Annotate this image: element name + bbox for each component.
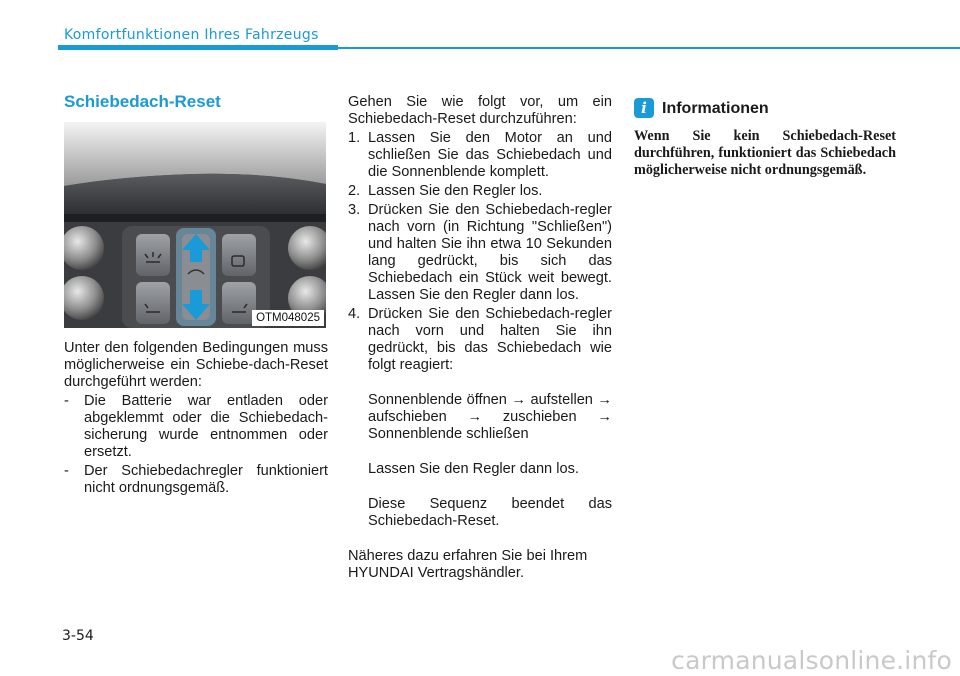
overhead-console-illustration — [64, 122, 326, 328]
procedure-steps — [348, 130, 612, 374]
column-right — [634, 96, 896, 179]
header-accent-bar — [58, 45, 338, 50]
section-title: Schiebedach-Reset — [64, 92, 221, 111]
list-item: 1. Lassen Sie den Motor an und schließen Sie das Schiebedach und die Sonnenblende komplett. — [348, 130, 612, 180]
reaction-sequence: Sonnenblende öffnen → aufstellen → aufschieben → zuschieben → Sonnenblende schließen — [368, 392, 612, 442]
page-number: 3-54 — [62, 628, 94, 644]
info-header — [634, 96, 896, 120]
release-instruction: Lassen Sie den Regler dann los. — [368, 461, 579, 477]
column-left — [64, 90, 328, 497]
dealer-note: Näheres dazu erfahren Sie bei Ihrem HYUNDAI Vertragshändler. — [348, 548, 588, 581]
list-item: 4. Drücken Sie den Schiebedach-regler nach vorn und halten Sie ihn gedrückt, bis das Schiebedach wie folgt reagiert: — [348, 306, 612, 373]
column-middle — [348, 94, 612, 582]
sequence-end-note: Diese Sequenz beendet das Schiebedach-Reset. — [368, 496, 612, 529]
watermark: carmanualsonline.info — [671, 646, 952, 675]
header-rule — [338, 47, 960, 49]
sunroof-switch-figure — [64, 122, 326, 328]
list-item: - Die Batterie war entladen oder abgeklemmt oder die Schiebedach-sicherung wurde entnommen oder ersetzt. — [64, 393, 328, 460]
conditions-list — [64, 393, 328, 497]
info-icon: i — [634, 98, 654, 118]
info-title: Informationen — [662, 99, 769, 117]
figure-code: OTM048025 — [252, 310, 324, 326]
procedure-intro: Gehen Sie wie folgt vor, um ein Schiebedach-Reset durchzuführen: — [348, 94, 612, 127]
list-item: 2. Lassen Sie den Regler los. — [348, 183, 543, 199]
list-item: 3. Drücken Sie den Schiebedach-regler nach vorn (in Richtung "Schließen") und halten Sie ihn etwa 10 Sekunden lang gedrückt, bis sich das Schiebedach ein Stück weit bewegt. Lassen Sie den Regler dann los. — [348, 202, 612, 303]
info-text: Wenn Sie kein Schiebedach-Reset durchführen, funktioniert das Schiebedach möglicherweise nicht ordnungsgemäß. — [634, 128, 896, 178]
list-item: - Der Schiebedachregler funktioniert nicht ordnungsgemäß. — [64, 463, 328, 496]
conditions-intro: Unter den folgenden Bedingungen muss möglicherweise ein Schiebe-dach-Reset durchgeführt werden: — [64, 340, 328, 390]
chapter-title: Komfortfunktionen Ihres Fahrzeugs — [64, 27, 319, 43]
